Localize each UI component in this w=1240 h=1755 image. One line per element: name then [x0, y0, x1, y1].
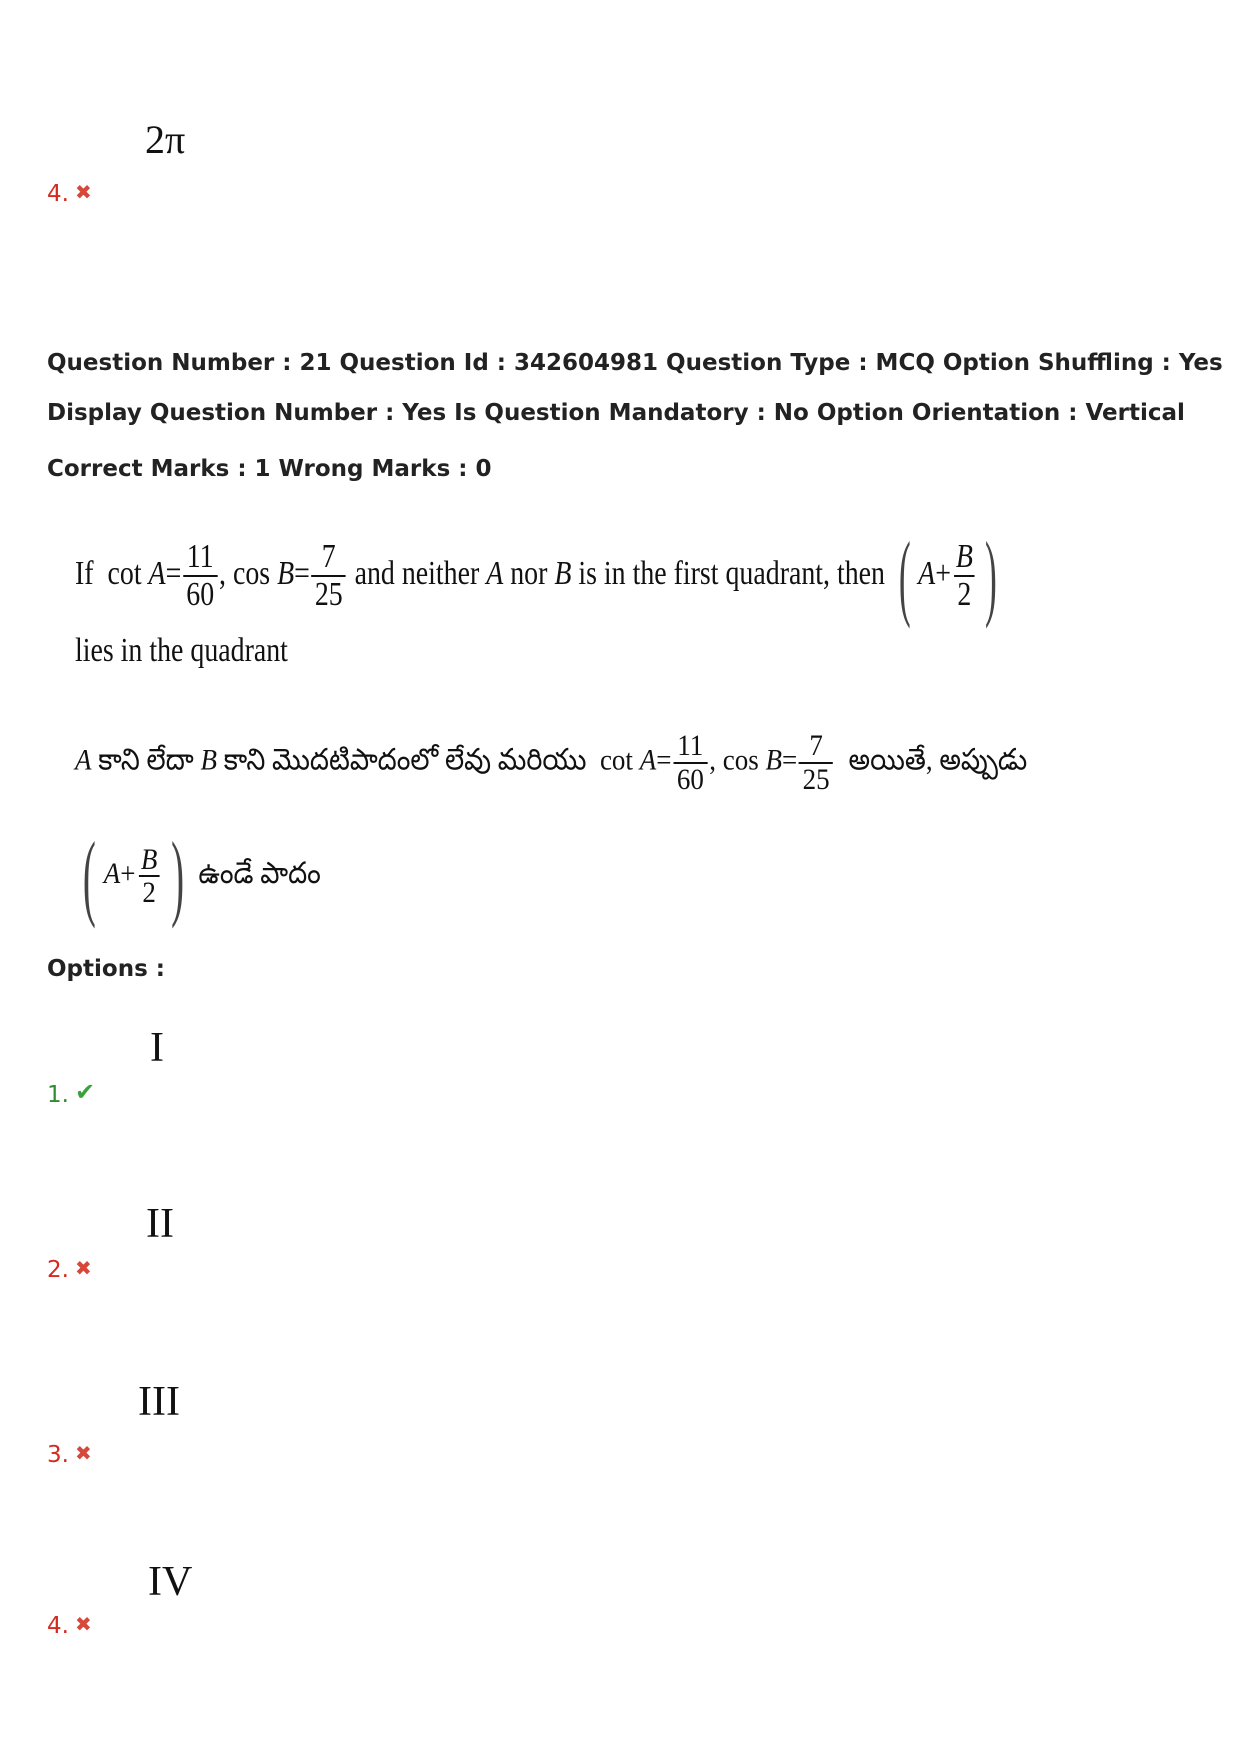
check-icon: ✔	[74, 1078, 96, 1106]
option-number: 1.	[47, 1082, 69, 1108]
cross-icon: ✖	[74, 180, 92, 204]
question-te-line1: A కాని లేదా B కాని మొదటిపాదంలో లేవు మరియు cot A= $\frac{11}{60}$ , cos B= $\frac{7}{25}$ అయితే, అప్పుడు	[75, 729, 1028, 796]
question-meta-line3: Correct Marks : 1 Wrong Marks : 0	[47, 456, 492, 482]
left-paren: (	[82, 822, 96, 929]
option-2-value: II	[146, 1201, 174, 1247]
option-number: 2.	[47, 1257, 69, 1283]
option-2[interactable]	[47, 1256, 92, 1283]
option-3-value: III	[138, 1379, 180, 1425]
option-4-value: IV	[148, 1559, 193, 1605]
option-number: 4.	[47, 181, 69, 207]
option-1-value: I	[150, 1025, 164, 1071]
options-label: Options :	[47, 956, 165, 982]
fraction-cot-te: $\frac{11}{60}$	[673, 730, 707, 795]
left-paren: (	[899, 522, 911, 629]
right-paren: )	[985, 522, 997, 629]
cross-icon: ✖	[74, 1256, 92, 1280]
fraction-b-half: $\frac{B}{2}$	[955, 538, 973, 613]
fraction-b-half-te: $\frac{B}{2}$	[137, 844, 161, 909]
option-number: 3.	[47, 1442, 69, 1468]
option-3[interactable]	[47, 1441, 92, 1468]
option-1[interactable]	[47, 1078, 95, 1108]
question-en-line2: lies in the quadrant	[75, 632, 288, 669]
prev-option-4	[47, 180, 92, 207]
question-meta-line2: Display Question Number : Yes Is Question Mandatory : No Option Orientation : Vertical	[47, 400, 1185, 426]
prev-option-value: 2π	[145, 117, 186, 162]
question-te-line2: ( A+ $\frac{B}{2}$ ) ఉండే పాదం	[82, 822, 321, 929]
option-4[interactable]	[47, 1612, 92, 1639]
cross-icon: ✖	[74, 1441, 92, 1465]
fraction-cos-te: $\frac{7}{25}$	[799, 730, 833, 795]
fraction-cot: $\frac{11}{60}$	[183, 539, 217, 612]
right-paren: )	[170, 822, 184, 929]
option-number: 4.	[47, 1613, 69, 1639]
cross-icon: ✖	[74, 1612, 92, 1636]
question-en-line1: If cot A= $\frac{11}{60}$ , cos B= $\frac{7}{25}$ and neither A nor B is in the first quadrant, then ( A+ $\frac{B}{2}$ )	[75, 522, 997, 629]
question-meta-line1: Question Number : 21 Question Id : 342604981 Question Type : MCQ Option Shuffling : Yes	[47, 350, 1223, 376]
fraction-cos: $\frac{7}{25}$	[312, 539, 346, 612]
